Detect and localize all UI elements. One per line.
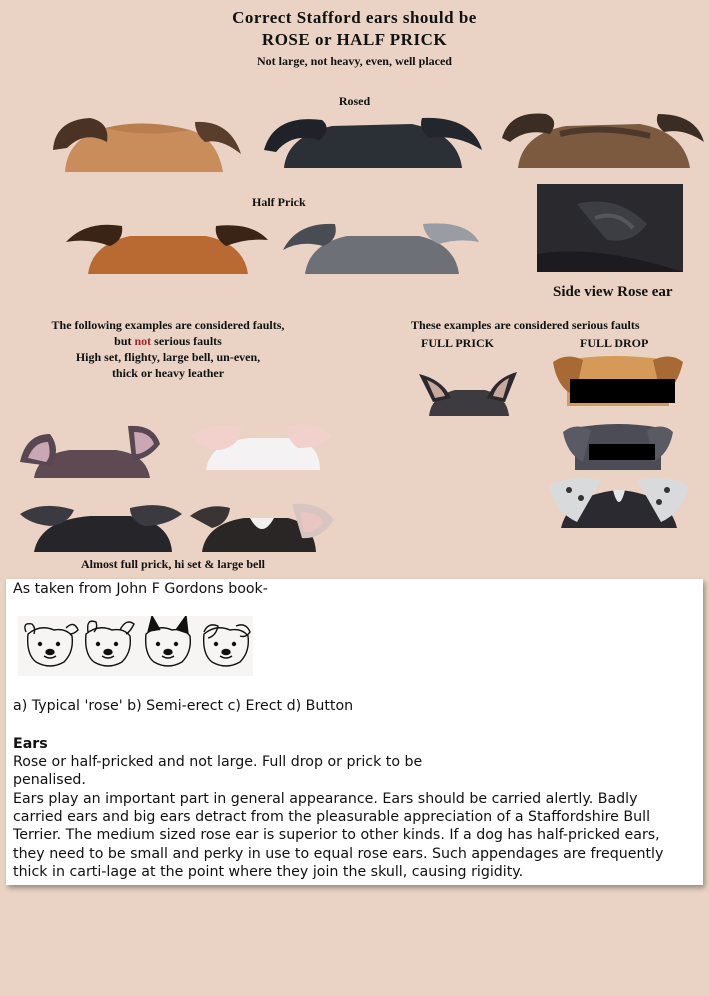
side-view-rose-ear-photo (537, 184, 683, 272)
side-view-label: Side view Rose ear (553, 284, 673, 300)
full-prick-label: FULL PRICK (421, 336, 495, 350)
rosed-ear-photo-black (262, 108, 484, 168)
ears-paragraph-2-line: Ears play an important part in general appearance. Ears should be carried alertly. Badly (13, 791, 638, 807)
ears-paragraph-1b: penalised. (13, 772, 86, 788)
not-emphasis: not (134, 334, 152, 348)
rosed-label: Rosed (338, 94, 371, 108)
fault-ear-photo-2 (190, 420, 332, 470)
serious-faults-title: These examples are considered serious faults (411, 318, 640, 332)
semi-erect-ear-head-drawing (86, 621, 134, 666)
fault-ear-photo-3 (20, 500, 182, 552)
ears-paragraph-2-line: Terrier. The medium sized rose ear is superior to other kinds. If a dog has half-pricked ears, (13, 827, 660, 843)
redaction-bar (570, 379, 675, 403)
ears-paragraph-2-line: thick in carti-lage at the point where they join the skull, causing rigidity. (13, 864, 524, 880)
erect-ear-head-drawing (146, 616, 191, 666)
ear-type-illustrations (18, 616, 253, 676)
book-source: As taken from John F Gordons book- (13, 581, 268, 597)
ear-types-caption: a) Typical 'rose' b) Semi-erect c) Erect d) Button (13, 698, 354, 714)
button-ear-head-drawing (204, 625, 250, 666)
rose-ear-head-drawing (25, 624, 78, 666)
ears-paragraph-2-line: they need to be small and perky in use to equal rose ears. Such appendages are frequently (13, 846, 664, 862)
page-subtitle: ROSE or HALF PRICK (261, 30, 448, 49)
half-prick-ear-photo-red (66, 220, 268, 274)
half-prick-label: Half Prick (252, 195, 306, 209)
full-drop-label: FULL DROP (580, 336, 649, 350)
page-title: Correct Stafford ears should be (232, 8, 477, 27)
rosed-ear-photo-brindle (500, 108, 704, 168)
faults-list-2: thick or heavy leather (111, 366, 225, 380)
page-tagline: Not large, not heavy, even, well placed (257, 54, 452, 68)
faults-list-1: High set, flighty, large bell, un-even, (75, 350, 261, 364)
half-prick-ear-photo-grey (283, 220, 479, 274)
ears-paragraph-1a: Rose or half-pricked and not large. Full drop or prick to be (13, 754, 423, 770)
faults-description (28, 317, 308, 381)
ears-paragraph-2-line: carried ears and big ears detract from the pleasurable appreciation of a Staffordshire Bull (13, 809, 651, 825)
rosed-ear-photo-tan (45, 108, 245, 172)
fault-ear-photo-1 (20, 420, 160, 478)
full-prick-ear-photo (415, 370, 521, 416)
redaction-bar (589, 444, 655, 460)
full-drop-ear-photo-piebald (549, 474, 689, 528)
dog-heads-drawing (18, 616, 253, 676)
ears-heading: Ears (13, 736, 48, 752)
faults-not-serious: but not serious faults (114, 334, 222, 348)
fault-ear-photo-4 (190, 500, 334, 552)
faults-intro: The following examples are considered faults, (51, 318, 285, 332)
book-excerpt-box (6, 579, 703, 885)
almost-full-prick-caption: Almost full prick, hi set & large bell (81, 557, 265, 571)
